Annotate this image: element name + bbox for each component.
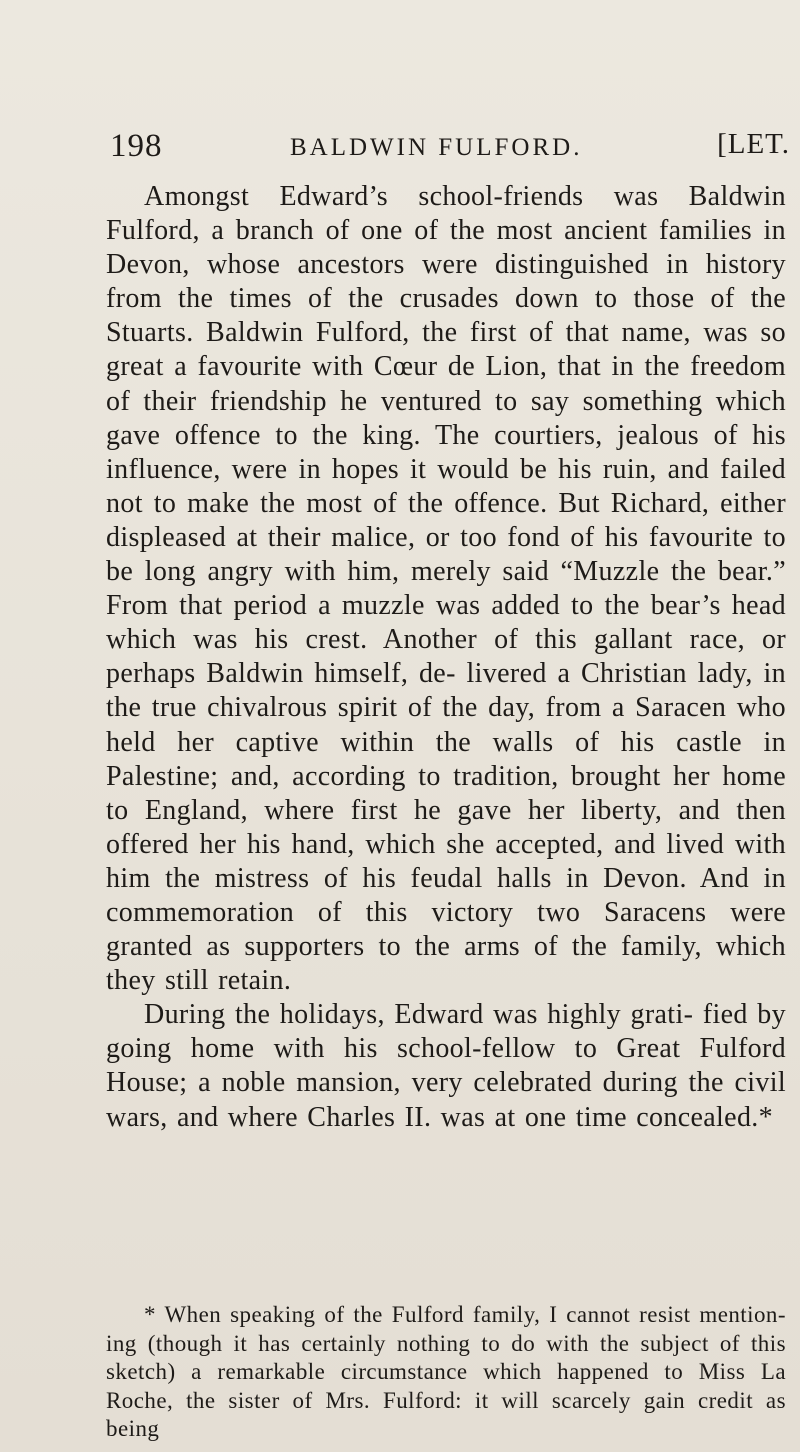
section-mark: [LET. — [717, 128, 790, 160]
body-text — [106, 180, 786, 1135]
page-number: 198 — [110, 128, 163, 164]
footnote — [106, 1301, 786, 1444]
paragraph-1: Amongst Edward’s school-friends was Baldwin Fulford, a branch of one of the most ancient families in Devon, whose ancestors were distinguished in history from the times of the crusades down to those of the Stuarts. Baldwin Fulford, the first of that name, was so great a favourite with Cœur de Lion, that in the freedom of their friendship he ventured to say something which gave offence to the king. The courtiers, jealous of his influence, were in hopes it would be his ruin, and failed not to make the most of the offence. But Richard, either displeased at their malice, or too fond of his favourite to be long angry with him, merely said “Muzzle the bear.” From that period a muzzle was added to the bear’s head which was his crest. Another of this gallant race, or perhaps Baldwin himself, de- livered a Christian lady, in the true chivalrous spirit of the day, from a Saracen who held her captive within the walls of his castle in Palestine; and, according to tradition, brought her home to England, where first he gave her liberty, and then offered her his hand, which she accepted, and lived with him the mistress of his feudal halls in Devon. And in commemoration of this victory two Saracens were granted as supporters to the arms of the family, which they still retain. — [106, 181, 786, 997]
running-head — [110, 128, 790, 168]
footnote-text: * When speaking of the Fulford family, I cannot resist mention- ing (though it has certainly nothing to do with the subject of this sketch) a remarkable circumstance which happened to Miss La Roche, the sister of Mrs. Fulford: it will scarcely gain credit as being — [106, 1302, 786, 1441]
running-title: BALDWIN FULFORD. — [290, 134, 583, 161]
paragraph-2: During the holidays, Edward was highly grati- fied by going home with his school-fellow to Great Fulford House; a noble mansion, very celebrated during the civil wars, and where Charles II. was at one time concealed.* — [106, 999, 786, 1133]
